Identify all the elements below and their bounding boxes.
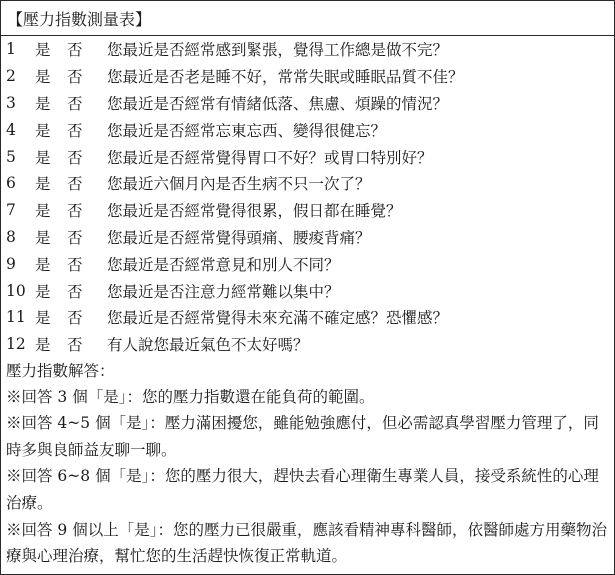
question-list — [1, 36, 614, 358]
question-row — [1, 63, 614, 90]
yes-option[interactable]: 是 — [35, 175, 51, 194]
question-number: 6 — [6, 174, 16, 193]
yes-option[interactable]: 是 — [35, 255, 51, 274]
no-option[interactable]: 否 — [67, 94, 83, 113]
no-option[interactable]: 否 — [67, 282, 83, 301]
yes-option[interactable]: 是 — [35, 41, 51, 60]
yes-option[interactable]: 是 — [35, 94, 51, 113]
question-row — [1, 277, 614, 304]
question-number: 11 — [6, 308, 26, 327]
question-text: 您最近是否老是睡不好，常常失眠或睡眠品質不佳？ — [107, 68, 464, 87]
question-number: 2 — [6, 67, 16, 86]
question-row — [1, 197, 614, 224]
answer-key — [1, 358, 614, 570]
question-text: 您最近是否經常覺得頭痛、腰痠背痛？ — [107, 228, 371, 247]
yes-option[interactable]: 是 — [35, 336, 51, 355]
yes-option[interactable]: 是 — [35, 121, 51, 140]
question-text: 您最近是否經常覺得胃口不好？或胃口特別好？ — [107, 148, 433, 167]
question-number: 10 — [6, 281, 26, 300]
question-number: 5 — [6, 147, 16, 166]
no-option[interactable]: 否 — [67, 309, 83, 328]
question-row — [1, 331, 614, 358]
no-option[interactable]: 否 — [67, 175, 83, 194]
no-option[interactable]: 否 — [67, 148, 83, 167]
no-option[interactable]: 否 — [67, 121, 83, 140]
question-text: 您最近是否經常意見和別人不同？ — [107, 255, 340, 274]
answer-item: ※回答 6~8 個「是」：您的壓力很大，趕快去看心理衛生專業人員，接受系統性的心理治療。 — [6, 467, 599, 512]
question-number: 9 — [6, 254, 16, 273]
question-row — [1, 304, 614, 331]
question-number: 1 — [6, 40, 16, 59]
yes-option[interactable]: 是 — [35, 282, 51, 301]
question-number: 4 — [6, 120, 16, 139]
no-option[interactable]: 否 — [67, 336, 83, 355]
question-text: 有人說您最近氣色不太好嗎？ — [107, 336, 309, 355]
yes-option[interactable]: 是 — [35, 202, 51, 221]
no-option[interactable]: 否 — [67, 228, 83, 247]
no-option[interactable]: 否 — [67, 255, 83, 274]
question-number: 12 — [6, 335, 26, 354]
question-row — [1, 143, 614, 170]
question-text: 您最近是否經常感到緊張，覺得工作總是做不完？ — [107, 41, 449, 60]
answer-item: ※回答 9 個以上「是」：您的壓力已很嚴重，應該看精神專科醫師，依醫師處方用藥物治療與心理治療，幫忙您的生活趕快恢復正常軌道。 — [6, 520, 607, 566]
no-option[interactable]: 否 — [67, 41, 83, 60]
no-option[interactable]: 否 — [67, 202, 83, 221]
question-row — [1, 250, 614, 277]
answer-item: ※回答 4~5 個「是」：壓力滿困擾您，雖能勉強應付，但必需認真學習壓力管理了，同時多與良師益友聊一聊。 — [6, 414, 599, 459]
no-option[interactable]: 否 — [67, 68, 83, 87]
answer-heading: 壓力指數解答： — [6, 361, 115, 380]
yes-option[interactable]: 是 — [35, 148, 51, 167]
question-text: 您最近是否經常忘東忘西、變得很健忘？ — [107, 121, 387, 140]
question-number: 7 — [6, 201, 16, 220]
question-number: 8 — [6, 227, 16, 246]
question-number: 3 — [6, 93, 16, 112]
question-row — [1, 170, 614, 197]
answer-item: ※回答 3 個「是」：您的壓力指數還在能負荷的範圍。 — [6, 387, 375, 406]
table-title: 【壓力指數測量表】 — [1, 1, 614, 36]
question-row — [1, 224, 614, 251]
question-row — [1, 36, 614, 63]
yes-option[interactable]: 是 — [35, 228, 51, 247]
question-text: 您最近是否經常有情緒低落、焦慮、煩躁的情況？ — [107, 94, 449, 113]
question-text: 您最近六個月內是否生病不只一次了？ — [107, 175, 371, 194]
yes-option[interactable]: 是 — [35, 309, 51, 328]
question-text: 您最近是否經常覺得未來充滿不確定感？恐懼感？ — [107, 309, 449, 328]
question-row — [1, 116, 614, 143]
question-text: 您最近是否經常覺得很累，假日都在睡覺？ — [107, 202, 402, 221]
question-row — [1, 90, 614, 117]
yes-option[interactable]: 是 — [35, 68, 51, 87]
question-text: 您最近是否注意力經常難以集中？ — [107, 282, 340, 301]
